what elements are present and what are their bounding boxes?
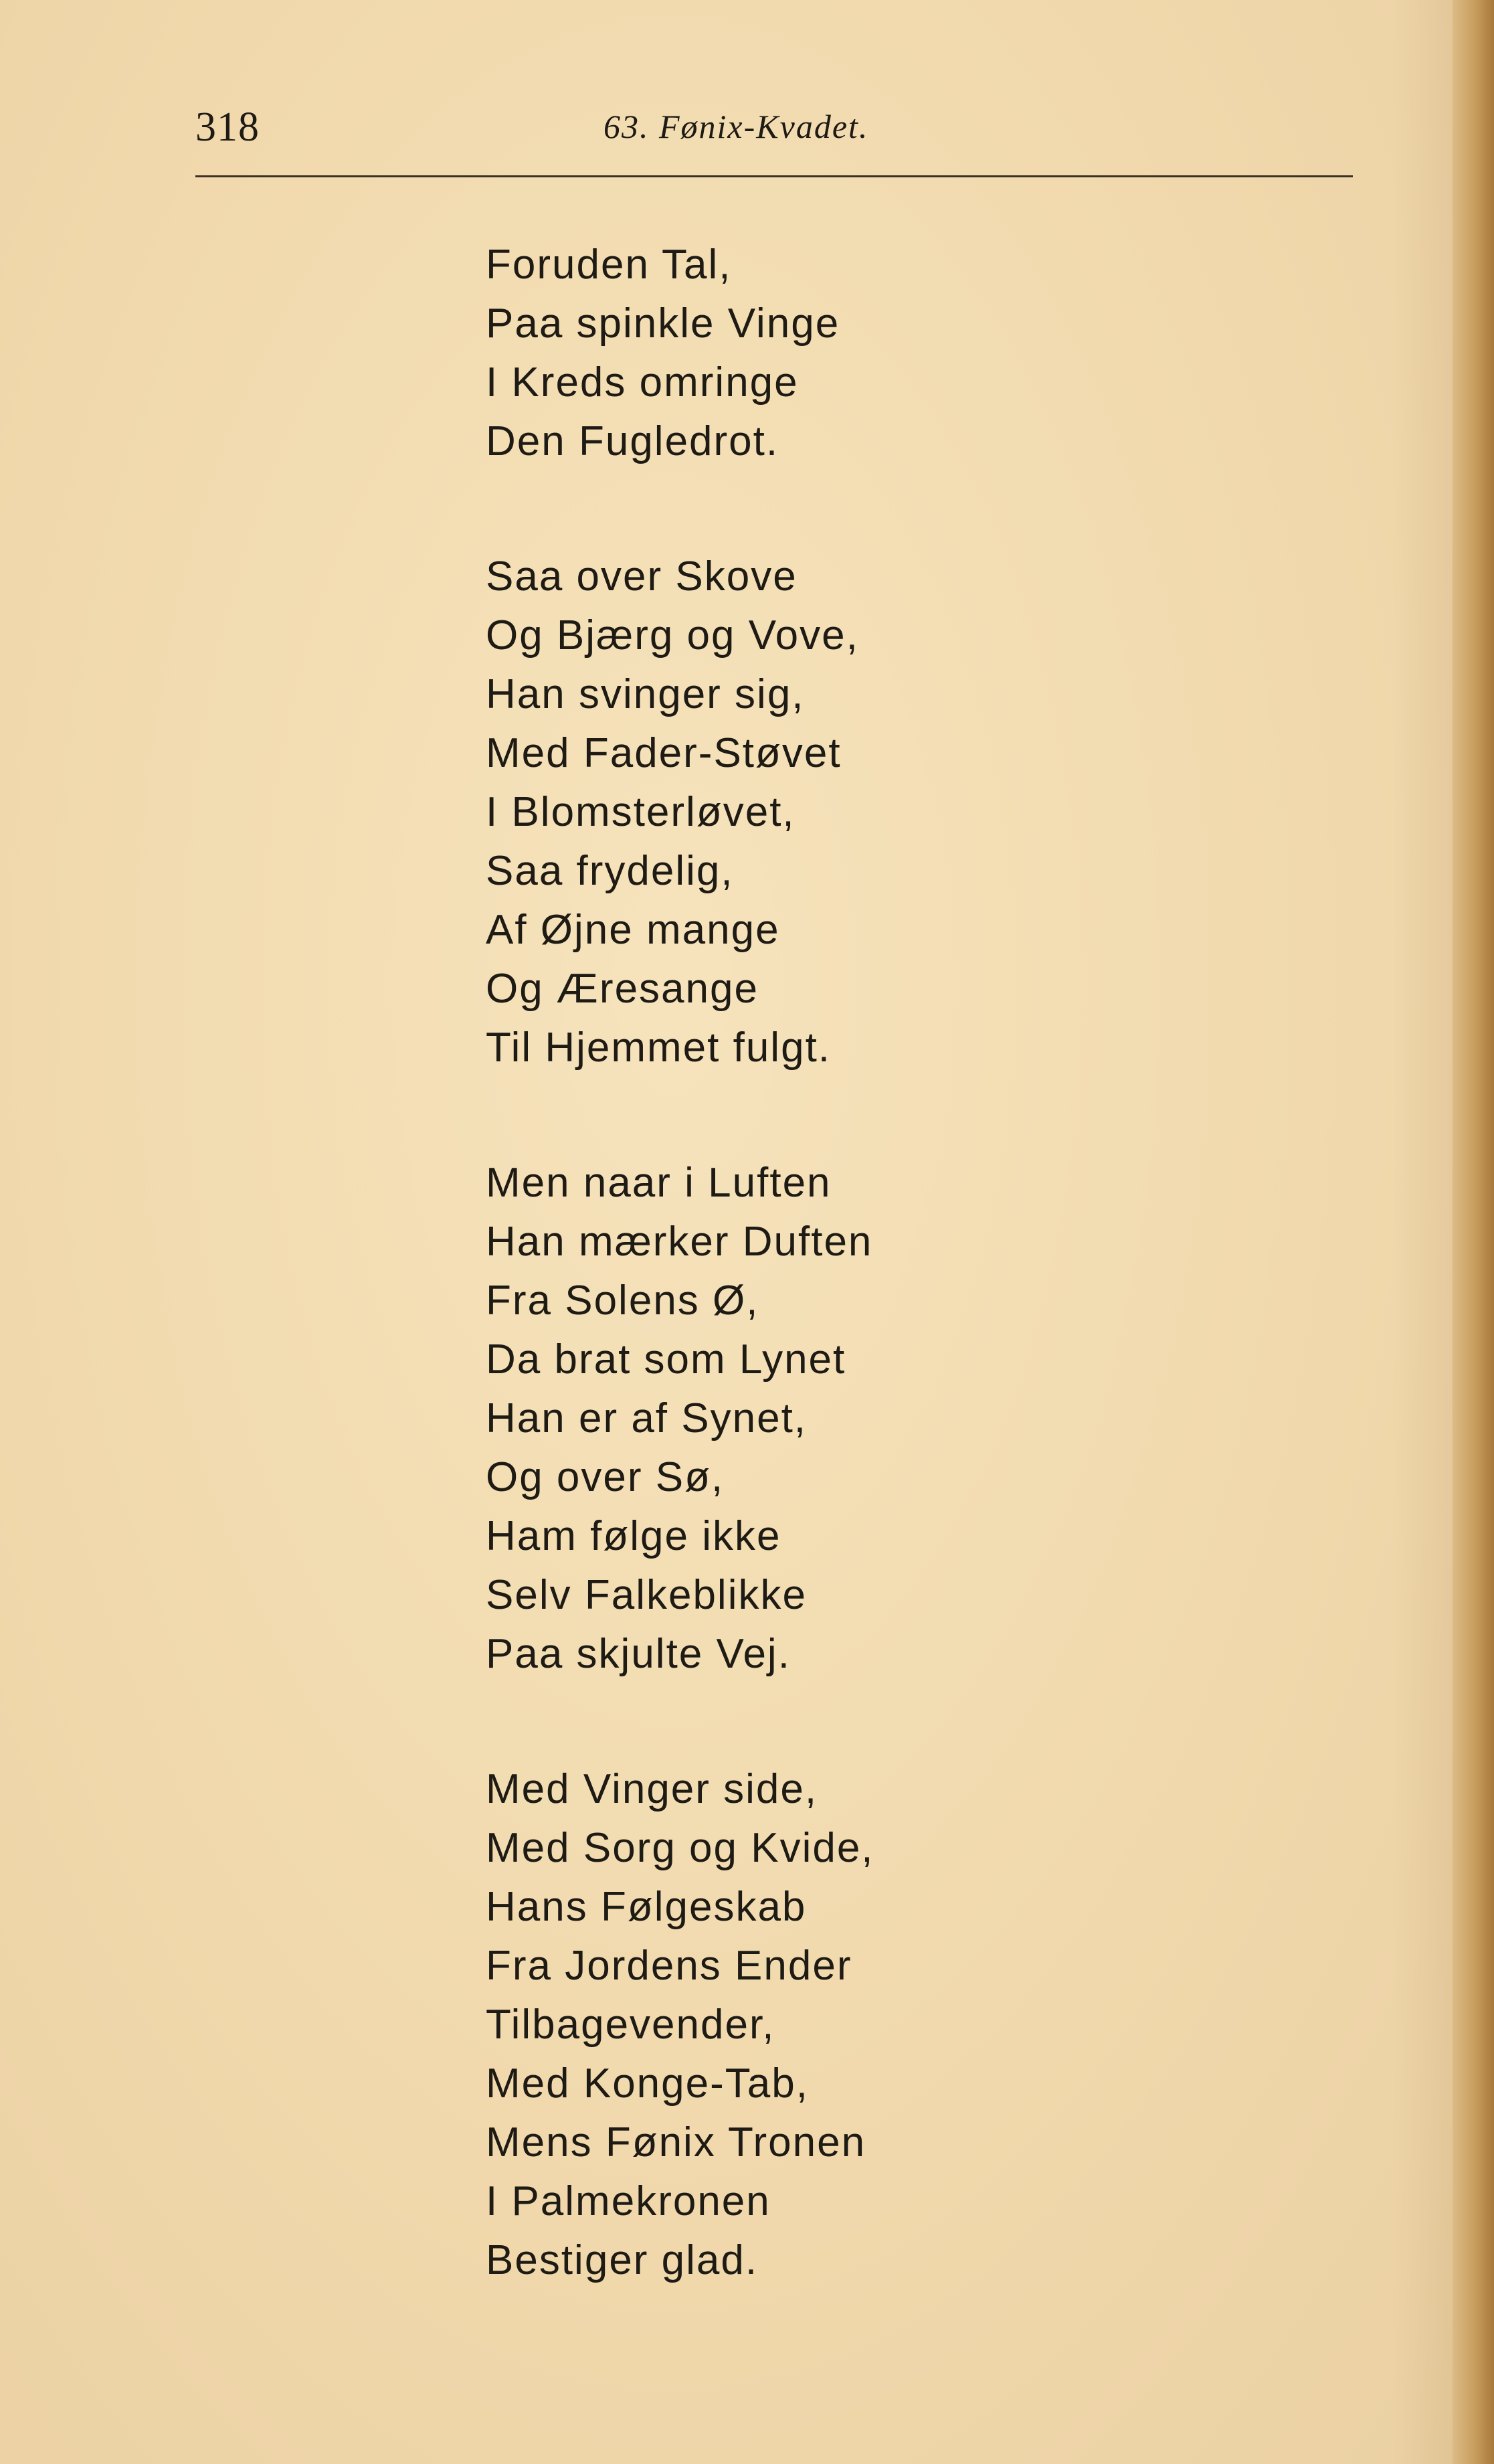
poem-line: Saa over Skove <box>486 553 798 600</box>
poem-line: Saa frydelig, <box>486 848 734 894</box>
page-number: 318 <box>195 104 260 150</box>
running-head <box>195 100 1353 154</box>
poem-line: Da brat som Lynet <box>486 1336 846 1383</box>
header-title: 63. Fønix-Kvadet. <box>603 108 869 145</box>
poem-line: Mens Fønix Tronen <box>486 2119 866 2166</box>
poem-line: Fra Jordens Ender <box>486 1943 852 1989</box>
poem-line: Til Hjemmet fulgt. <box>486 1025 832 1071</box>
poem-line: Paa spinkle Vinge <box>486 300 840 347</box>
poem-line: Ham følge ikke <box>486 1513 781 1559</box>
stanza-3 <box>486 1154 1289 1684</box>
poem-line: Den Fugledrot. <box>486 418 779 464</box>
poem <box>486 236 1289 2366</box>
poem-line: I Blomsterløvet, <box>486 789 796 835</box>
poem-line: Med Sorg og Kvide, <box>486 1825 874 1871</box>
poem-line: Af Øjne mange <box>486 907 780 953</box>
poem-line: I Kreds omringe <box>486 359 799 406</box>
poem-line: Med Fader-Støvet <box>486 730 842 776</box>
poem-line: Fra Solens Ø, <box>486 1278 759 1324</box>
poem-line: Med Vinger side, <box>486 1766 818 1812</box>
poem-line: Og Æresange <box>486 966 759 1012</box>
poem-line: Men naar i Luften <box>486 1160 832 1206</box>
poem-line: Paa skjulte Vej. <box>486 1631 791 1677</box>
stanza-2 <box>486 547 1289 1077</box>
poem-line: Han svinger sig, <box>486 671 805 717</box>
page-edge <box>1453 0 1494 2464</box>
poem-line: Han mærker Duften <box>486 1219 873 1265</box>
poem-line: Selv Falkeblikke <box>486 1572 807 1618</box>
poem-line: Bestiger glad. <box>486 2237 759 2283</box>
poem-line: Tilbagevender, <box>486 2002 775 2048</box>
stanza-4 <box>486 1760 1289 2290</box>
stanza-1 <box>486 236 1289 471</box>
poem-line: Med Konge-Tab, <box>486 2060 809 2107</box>
poem-line: I Palmekronen <box>486 2178 771 2224</box>
poem-line: Han er af Synet, <box>486 1395 808 1441</box>
page-edge-shadow <box>1392 0 1453 2464</box>
header-rule <box>195 175 1353 177</box>
poem-line: Hans Følgeskab <box>486 1884 807 1930</box>
poem-line: Foruden Tal, <box>486 242 732 288</box>
poem-line: Og Bjærg og Vove, <box>486 612 859 658</box>
poem-line: Og over Sø, <box>486 1454 725 1500</box>
